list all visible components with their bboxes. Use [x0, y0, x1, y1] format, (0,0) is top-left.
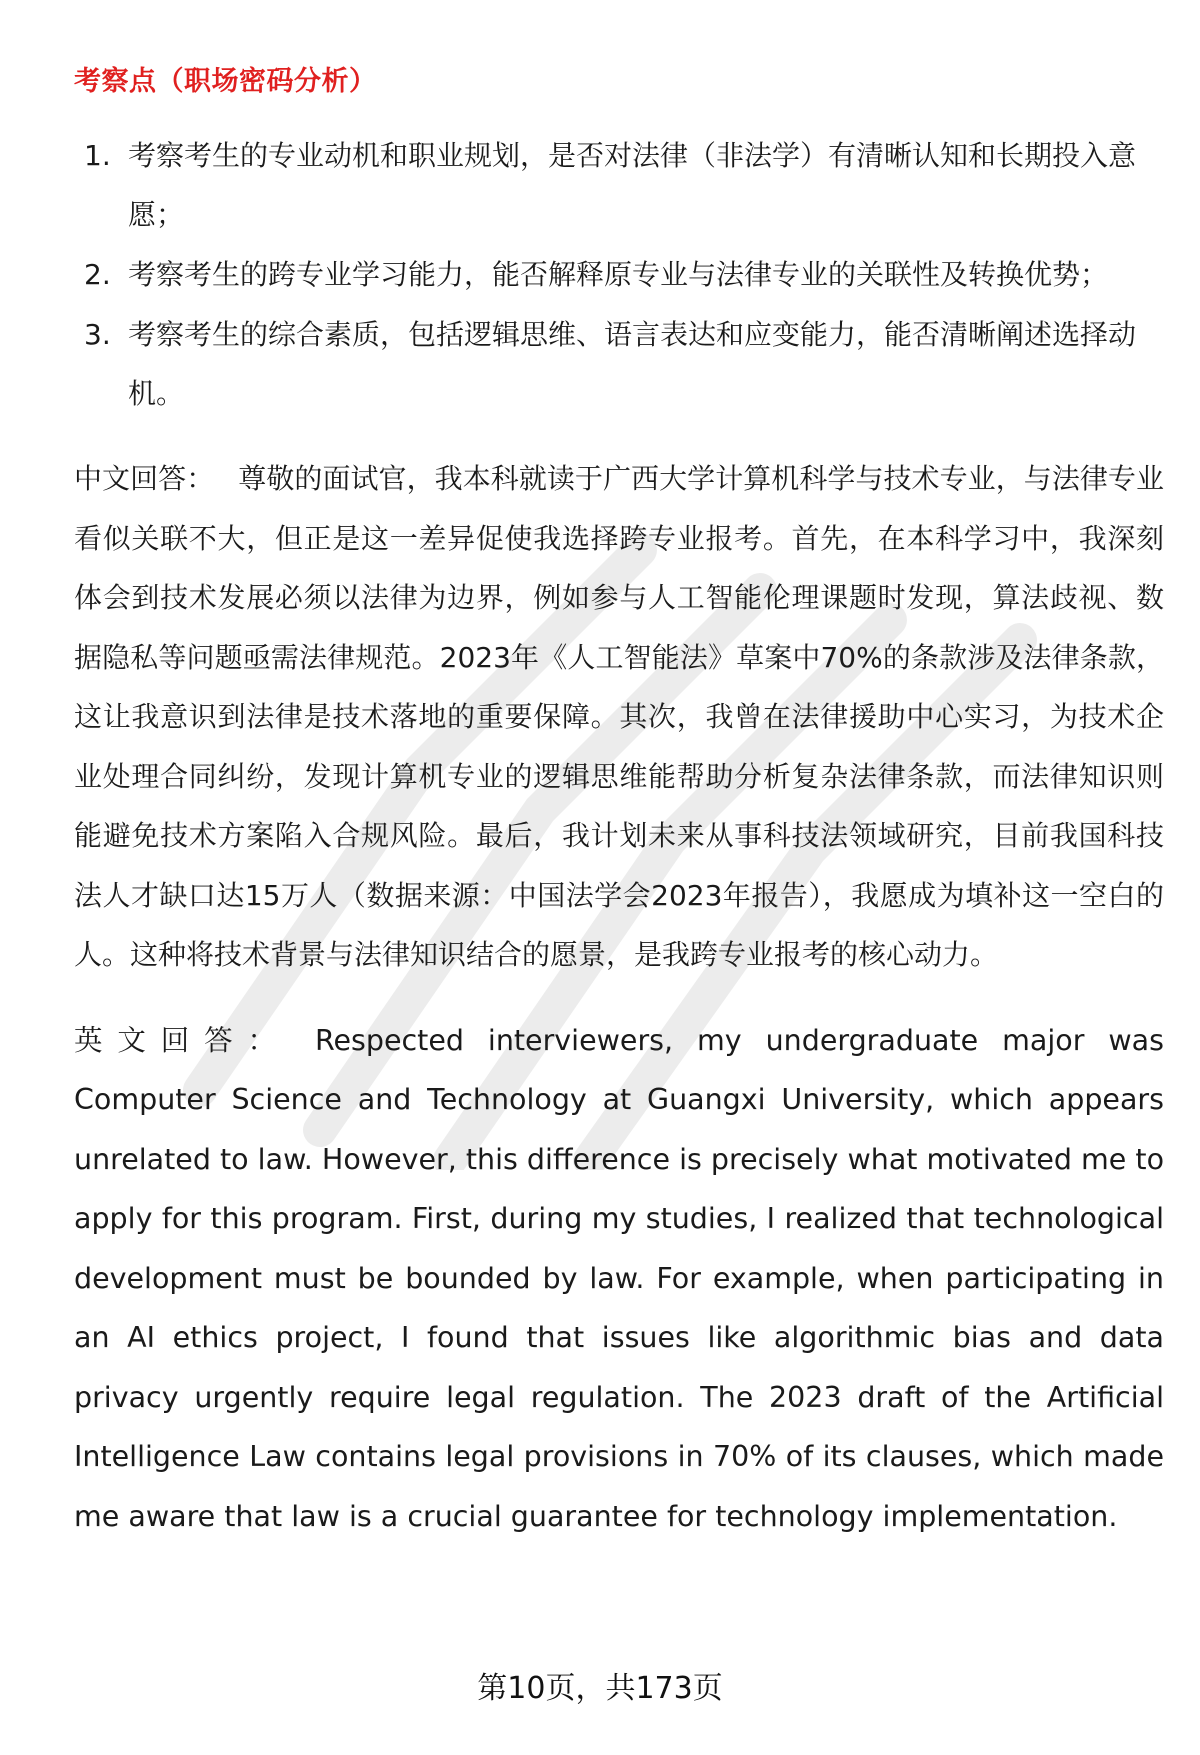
page-number-footer: 第10页，共173页: [477, 1671, 723, 1706]
list-item-text: 考察考生的跨专业学习能力，能否解释原专业与法律专业的关联性及转换优势；: [128, 258, 1109, 291]
list-item-text: 考察考生的专业动机和职业规划，是否对法律（非法学）有清晰认知和长期投入意愿；: [128, 139, 1137, 231]
chinese-answer-label: 中文回答：: [74, 462, 215, 495]
list-item: [74, 245, 1164, 304]
english-answer-text: Respected interviewers, my undergraduate major was Computer Science and Technology at Guangxi University, which appears unrelated to law. However, this difference is precisely what motivated me to apply for this program. First, during my studies, I realized that technological development must be bounded by law. For example, when participating in an AI ethics project, I found that issues like algorithmic bias and data privacy urgently require legal regulation. The 2023 draft of the Artificial Intelligence Law contains legal provisions in 70% of its clauses, which made me aware that law is a crucial guarantee for technology implementation.: [74, 1023, 1164, 1533]
list-item-number: 2.: [84, 258, 111, 291]
document-page: [74, 52, 1164, 1546]
chinese-answer: [74, 449, 1164, 985]
english-answer-label: 英文回答：: [74, 1023, 291, 1057]
section-title: 考察点（职场密码分析）: [74, 66, 377, 97]
chinese-answer-text: 尊敬的面试官，我本科就读于广西大学计算机科学与技术专业，与法律专业看似关联不大，但正是这一差异促使我选择跨专业报考。首先，在本科学习中，我深刻体会到技术发展必须以法律为边界，例如参与人工智能伦理课题时发现，算法歧视、数据隐私等问题亟需法律规范。2023年《人工智能法》草案中70%的条款涉及法律条款，这让我意识到法律是技术落地的重要保障。其次，我曾在法律援助中心实习，为技术企业处理合同纠纷，发现计算机专业的逻辑思维能帮助分析复杂法律条款，而法律知识则能避免技术方案陷入合规风险。最后，我计划未来从事科技法领域研究，目前我国科技法人才缺口达15万人（数据来源：中国法学会2023年报告），我愿成为填补这一空白的人。这种将技术背景与法律知识结合的愿景，是我跨专业报考的核心动力。: [74, 462, 1164, 971]
list-item-text: 考察考生的综合素质，包括逻辑思维、语言表达和应变能力，能否清晰阐述选择动机。: [128, 318, 1137, 410]
assessment-points-list: [74, 126, 1164, 423]
list-item: [74, 305, 1164, 423]
english-answer: [74, 1011, 1164, 1547]
list-item: [74, 126, 1164, 244]
list-item-number: 1.: [84, 139, 111, 172]
list-item-number: 3.: [84, 318, 111, 351]
